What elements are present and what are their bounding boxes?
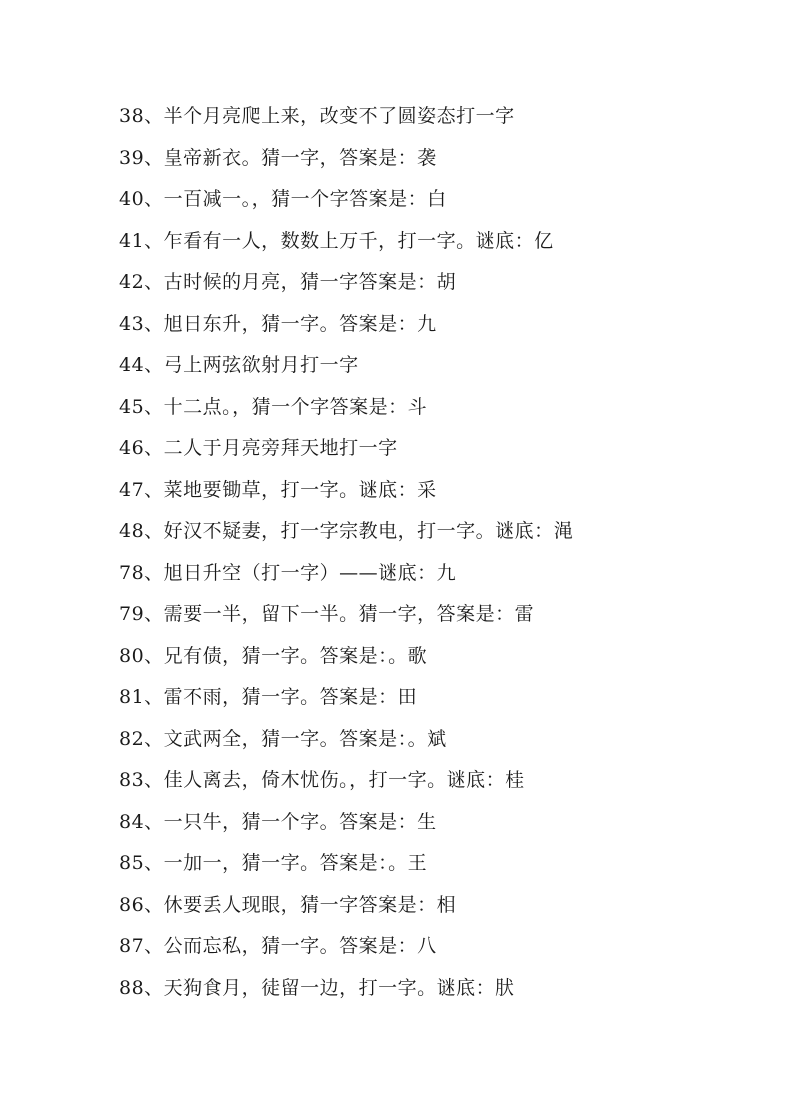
riddle-line: 85、一加一，猜一字。答案是：。王 [119, 852, 428, 874]
riddle-line: 87、公而忘私，猜一字。答案是：八 [119, 935, 437, 957]
riddle-list [119, 96, 573, 1009]
riddle-line: 38、半个月亮爬上来，改变不了圆姿态打一字 [119, 105, 515, 127]
riddle-line: 79、需要一半，留下一半。猜一字，答案是：雷 [119, 603, 535, 625]
riddle-line: 83、佳人离去，倚木忧伤。，打一字。谜底：桂 [119, 769, 525, 791]
riddle-line: 88、天狗食月，徒留一边，打一字。谜底：肰 [119, 976, 515, 999]
riddle-line: 44、弓上两弦欲射月打一字 [119, 354, 359, 376]
riddle-line: 86、休要丢人现眼，猜一字答案是：相 [119, 893, 457, 916]
riddle-line: 43、旭日东升，猜一字。答案是：九 [119, 312, 437, 335]
riddle-line: 81、雷不雨，猜一字。答案是：田 [119, 686, 418, 708]
riddle-line: 41、乍看有一人，数数上万千，打一字。谜底：亿 [119, 229, 554, 252]
riddle-line: 47、菜地要锄草，打一字。谜底：采 [119, 478, 437, 501]
riddle-line: 46、二人于月亮旁拜天地打一字 [119, 437, 398, 459]
riddle-line: 45、十二点。，猜一个字答案是：斗 [119, 395, 428, 418]
riddle-line: 48、好汉不疑妻，打一字宗教电，打一字。谜底：渑 [119, 520, 574, 542]
riddle-line: 40、一百减一。，猜一个字答案是：白 [119, 188, 447, 210]
riddle-line: 78、旭日升空（打一字）——谜底：九 [119, 561, 457, 584]
riddle-line: 84、一只牛，猜一个字。答案是：生 [119, 810, 437, 833]
riddle-line: 80、兄有债，猜一字。答案是：。歌 [119, 644, 428, 667]
riddle-line: 82、文武两全，猜一字。答案是：。斌 [119, 727, 447, 750]
riddle-line: 39、皇帝新衣。猜一字，答案是：袭 [119, 146, 437, 169]
riddle-line: 42、古时候的月亮，猜一字答案是：胡 [119, 271, 457, 293]
